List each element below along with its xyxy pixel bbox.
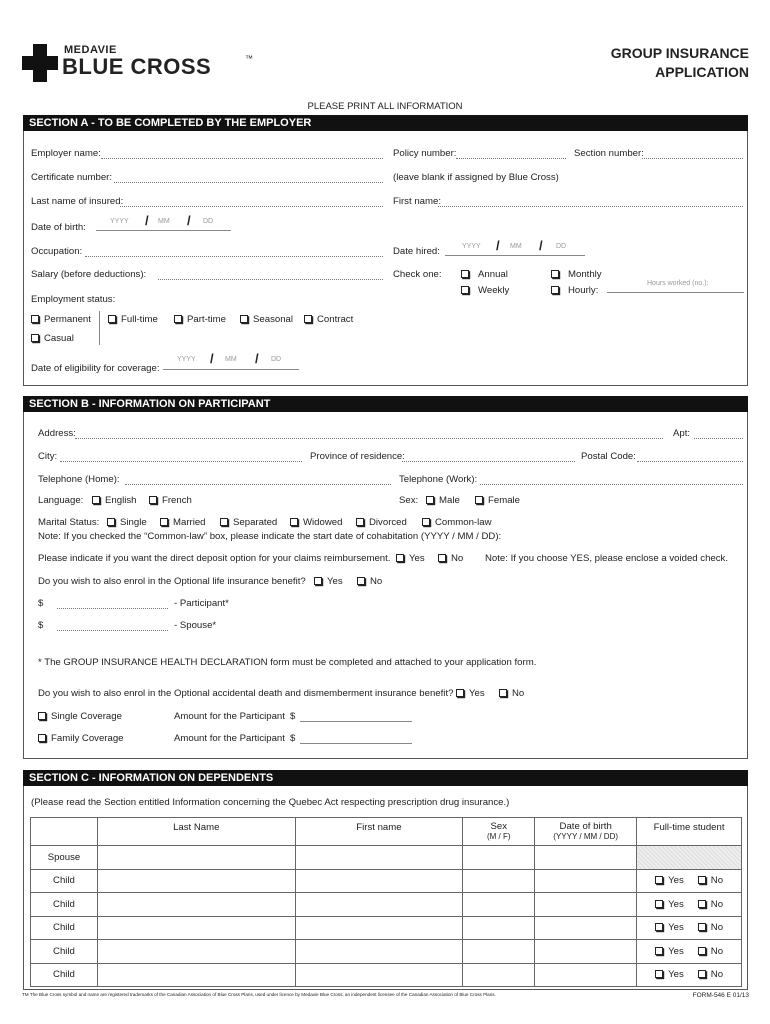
spouse-amount-field[interactable] (57, 630, 168, 631)
col-last-name: Last Name (173, 822, 220, 833)
checkbox-icon (655, 947, 663, 955)
checkbox-icon (31, 315, 39, 323)
life-no-label: No (370, 576, 383, 587)
last-name-cell[interactable] (97, 846, 295, 870)
no-checkbox[interactable] (698, 875, 723, 886)
yes-label: Yes (668, 969, 684, 981)
col-sex: Sex (490, 821, 507, 832)
permanent-label: Permanent (44, 314, 91, 325)
separated-label: Separated (233, 517, 278, 528)
casual-checkbox[interactable] (31, 333, 74, 344)
single-amount-field[interactable] (300, 721, 412, 722)
checkbox-icon (456, 689, 464, 697)
hired-mm: MM (510, 243, 522, 250)
no-label: No (710, 898, 724, 910)
contract-label: Contract (317, 314, 354, 325)
row-label (31, 869, 98, 893)
full-time-checkbox[interactable] (108, 314, 158, 325)
single-amount-dollar: $ (290, 711, 296, 722)
sex-label: Sex: (399, 495, 419, 506)
address-label: Address: (38, 428, 76, 439)
col-dob-sub: (YYYY / MM / DD) (553, 832, 619, 841)
policy-number-field[interactable] (456, 158, 566, 159)
single-coverage-label: Single Coverage (51, 711, 122, 722)
occupation-label: Occupation: (31, 246, 83, 257)
form-title-line2: APPLICATION (655, 64, 749, 80)
checkbox-icon (240, 315, 248, 323)
optional-life-question: Do you wish to also enrol in the Optional life insurance benefit? (38, 576, 306, 587)
voided-check-note: Note: If you choose YES, please enclose a voided check. (485, 553, 729, 564)
first-name-cell[interactable] (295, 893, 463, 917)
tel-home-label: Telephone (Home): (38, 474, 120, 485)
dob-label: Date of birth: (31, 222, 86, 233)
single-amount-label: Amount for the Participant (174, 711, 285, 722)
table-row (31, 963, 742, 987)
participant-dollar: $ (38, 598, 44, 609)
life-yes-label: Yes (327, 576, 343, 587)
seasonal-checkbox[interactable] (240, 314, 293, 325)
form-code: FORM-546 E 01/13 (692, 992, 749, 999)
trademark-mark: ™ (245, 54, 253, 63)
married-label: Married (173, 517, 206, 528)
casual-label: Casual (44, 333, 74, 344)
col-fulltime: Full-time student (653, 822, 725, 833)
checkbox-icon (220, 518, 228, 526)
widowed-checkbox[interactable] (290, 517, 342, 528)
salary-field[interactable] (158, 279, 383, 280)
yes-label: Yes (668, 875, 684, 887)
checkbox-icon (698, 900, 706, 908)
seasonal-label: Seasonal (253, 314, 294, 325)
permanent-checkbox[interactable] (31, 314, 91, 325)
divorced-checkbox[interactable] (356, 517, 407, 528)
sex-cell[interactable] (463, 916, 535, 940)
postal-field[interactable] (637, 461, 743, 462)
checkbox-icon (655, 923, 663, 931)
elig-slash: / (255, 351, 259, 366)
dob-underline (96, 230, 231, 231)
province-field[interactable] (402, 461, 575, 462)
family-amount-label: Amount for the Participant (174, 733, 285, 744)
apt-label: Apt: (673, 428, 691, 439)
row-label-text: Child (53, 922, 75, 934)
employer-name-field[interactable] (101, 158, 383, 159)
no-label: No (710, 969, 724, 981)
city-field[interactable] (60, 461, 302, 462)
checkbox-icon (499, 689, 507, 697)
hours-worked-hint: Hours worked (no.): (647, 280, 709, 287)
leave-blank-note: (leave blank if assigned by Blue Cross) (393, 172, 559, 183)
life-yes-checkbox[interactable] (314, 576, 343, 587)
brand-top: MEDAVIE (64, 44, 117, 56)
no-checkbox[interactable] (698, 969, 723, 980)
health-declaration-note: * The GROUP INSURANCE HEALTH DECLARATION form must be completed and attached to your application form. (38, 657, 537, 668)
dob-cell[interactable] (535, 846, 637, 870)
last-name-cell[interactable] (97, 963, 295, 987)
section-number-label: Section number: (574, 148, 644, 159)
checkbox-icon (655, 900, 663, 908)
hourly-checkbox[interactable] (551, 285, 598, 296)
male-checkbox[interactable] (426, 495, 460, 506)
quebec-note: (Please read the Section entitled Information concerning the Quebec Act respecting prescription drug insurance.) (31, 797, 510, 808)
dob-mm: MM (158, 218, 170, 225)
row-label-text: Spouse (47, 851, 81, 863)
checkbox-icon (551, 286, 559, 294)
occupation-field[interactable] (85, 256, 383, 257)
yes-label: Yes (668, 922, 684, 934)
weekly-label: Weekly (478, 285, 510, 296)
dob-cell[interactable] (535, 963, 637, 987)
family-amount-field[interactable] (300, 743, 412, 744)
employment-status-label: Employment status: (31, 294, 116, 305)
fulltime-cell (637, 916, 742, 940)
checkbox-icon (655, 970, 663, 978)
status-divider (99, 311, 100, 345)
row-label-text: Child (53, 898, 75, 910)
direct-deposit-question: Please indicate if you want the direct deposit option for your claims reimbursement. (38, 553, 391, 564)
last-name-label: Last name of insured: (31, 196, 124, 207)
header-cell-blank (31, 818, 98, 846)
checkbox-icon (160, 518, 168, 526)
first-name-cell[interactable] (295, 963, 463, 987)
address-field[interactable] (75, 438, 663, 439)
trademark-notice: TM The Blue Cross symbol and name are registered trademarks of the Canadian Association of Blue Cross Plans, used under licence by Medavie Blue Cross, an independent licensee of the Canadian Association of Blue Cross Plans. (22, 992, 496, 997)
logo (22, 44, 262, 84)
add-question: Do you wish to also enrol in the Optional accidental death and dismemberment insurance benefit? (38, 688, 454, 699)
checkbox-icon (31, 334, 39, 342)
fulltime-cell-shaded (637, 846, 742, 870)
dob-cell[interactable] (535, 893, 637, 917)
elig-yyyy: YYYY (177, 356, 196, 363)
eligibility-label: Date of eligibility for coverage: (31, 363, 160, 374)
add-yes-checkbox[interactable] (456, 688, 485, 699)
single-coverage-checkbox[interactable] (38, 711, 122, 722)
add-no-checkbox[interactable] (499, 688, 524, 699)
print-notice: PLEASE PRINT ALL INFORMATION (307, 101, 463, 112)
employer-name-label: Employer name: (31, 148, 101, 159)
spouse-dollar: $ (38, 620, 44, 631)
checkbox-icon (426, 496, 434, 504)
header-fulltime (637, 818, 742, 846)
checkbox-icon (108, 315, 116, 323)
header-dob (535, 818, 637, 846)
spouse-label: - Spouse* (174, 620, 217, 631)
sex-cell[interactable] (463, 846, 535, 870)
sex-cell[interactable] (463, 869, 535, 893)
checkbox-icon (396, 554, 404, 562)
table-row (31, 940, 742, 964)
table-row (31, 916, 742, 940)
divorced-label: Divorced (369, 517, 407, 528)
no-label: No (710, 875, 724, 887)
table-row (31, 893, 742, 917)
no-label: No (710, 945, 724, 957)
form-title (611, 44, 749, 82)
checkbox-icon (38, 734, 46, 742)
last-name-cell[interactable] (97, 940, 295, 964)
section-number-field[interactable] (642, 158, 743, 159)
section-b-header: SECTION B - INFORMATION ON PARTICIPANT (23, 396, 748, 412)
family-coverage-checkbox[interactable] (38, 733, 124, 744)
checkbox-icon (551, 270, 559, 278)
separated-checkbox[interactable] (220, 517, 277, 528)
first-name-cell[interactable] (295, 846, 463, 870)
checkbox-icon (92, 496, 100, 504)
fulltime-cell (637, 869, 742, 893)
married-checkbox[interactable] (160, 517, 206, 528)
check-one-label: Check one: (393, 269, 442, 280)
deposit-no-checkbox[interactable] (438, 553, 463, 564)
english-checkbox[interactable] (92, 495, 136, 506)
sex-cell[interactable] (463, 893, 535, 917)
row-label-text: Child (53, 969, 75, 981)
language-label: Language: (38, 495, 84, 506)
checkbox-icon (38, 712, 46, 720)
last-name-cell[interactable] (97, 869, 295, 893)
checkbox-icon (698, 876, 706, 884)
participant-label: - Participant* (174, 598, 229, 609)
add-yes-label: Yes (469, 688, 485, 699)
row-label (31, 846, 98, 870)
fulltime-cell (637, 963, 742, 987)
fulltime-cell (637, 940, 742, 964)
hired-slash: / (496, 238, 500, 253)
hired-yyyy: YYYY (462, 243, 481, 250)
sex-cell[interactable] (463, 940, 535, 964)
male-label: Male (439, 495, 460, 506)
row-label (31, 963, 98, 987)
common-law-checkbox[interactable] (422, 517, 492, 528)
checkbox-icon (438, 554, 446, 562)
salary-label: Salary (before deductions): (31, 269, 147, 280)
checkbox-icon (698, 923, 706, 931)
weekly-checkbox[interactable] (461, 285, 509, 296)
checkbox-icon (475, 496, 483, 504)
checkbox-icon (461, 270, 469, 278)
last-name-field[interactable] (120, 206, 383, 207)
fulltime-cell (637, 893, 742, 917)
first-name-cell[interactable] (295, 916, 463, 940)
yes-checkbox[interactable] (655, 922, 684, 933)
col-first-name: First name (356, 822, 402, 833)
dob-cell[interactable] (535, 869, 637, 893)
header-sex (463, 818, 535, 846)
row-label (31, 940, 98, 964)
header-first-name (295, 818, 463, 846)
form-title-line1: GROUP INSURANCE (610, 45, 749, 61)
elig-dd: DD (271, 356, 282, 363)
annual-label: Annual (478, 269, 508, 280)
yes-checkbox[interactable] (655, 946, 684, 957)
table-row (31, 846, 742, 870)
first-name-label: First name: (393, 196, 441, 207)
yes-checkbox[interactable] (655, 969, 684, 980)
no-checkbox[interactable] (698, 922, 723, 933)
hours-worked-field[interactable] (607, 292, 744, 293)
checkbox-icon (357, 577, 365, 585)
part-time-checkbox[interactable] (174, 314, 226, 325)
row-label (31, 893, 98, 917)
city-label: City: (38, 451, 58, 462)
family-amount-dollar: $ (290, 733, 296, 744)
marital-label: Marital Status: (38, 517, 100, 528)
single-label: Single (120, 517, 147, 528)
female-label: Female (488, 495, 520, 506)
checkbox-icon (356, 518, 364, 526)
no-checkbox[interactable] (698, 899, 723, 910)
participant-amount-field[interactable] (57, 608, 168, 609)
checkbox-icon (655, 876, 663, 884)
checkbox-icon (174, 315, 182, 323)
yes-checkbox[interactable] (655, 875, 684, 886)
french-checkbox[interactable] (149, 495, 192, 506)
dob-slash: / (145, 213, 149, 228)
add-no-label: No (512, 688, 525, 699)
single-checkbox[interactable] (107, 517, 147, 528)
section-c-header: SECTION C - INFORMATION ON DEPENDENTS (23, 770, 748, 786)
yes-checkbox[interactable] (655, 899, 684, 910)
contract-checkbox[interactable] (304, 314, 353, 325)
widowed-label: Widowed (303, 517, 343, 528)
cohabitation-note: Note: If you checked the “Common-law” box, please indicate the start date of cohabitation (YYYY / MM / DD): (38, 531, 502, 542)
checkbox-icon (422, 518, 430, 526)
monthly-label: Monthly (568, 269, 602, 280)
deposit-yes-label: Yes (409, 553, 425, 564)
no-label: No (710, 922, 724, 934)
female-checkbox[interactable] (475, 495, 520, 506)
deposit-no-label: No (451, 553, 464, 564)
dob-yyyy: YYYY (110, 218, 129, 225)
last-name-cell[interactable] (97, 893, 295, 917)
table-row (31, 869, 742, 893)
row-label-text: Child (53, 945, 75, 957)
first-name-cell[interactable] (295, 869, 463, 893)
first-name-cell[interactable] (295, 940, 463, 964)
hired-slash: / (539, 238, 543, 253)
life-no-checkbox[interactable] (357, 576, 382, 587)
date-hired-label: Date hired: (393, 246, 440, 257)
row-label (31, 916, 98, 940)
last-name-cell[interactable] (97, 916, 295, 940)
tel-work-field[interactable] (480, 484, 743, 485)
checkbox-icon (314, 577, 322, 585)
dob-slash: / (187, 213, 191, 228)
sex-cell[interactable] (463, 963, 535, 987)
common-law-label: Common-law (435, 517, 492, 528)
english-label: English (105, 495, 137, 506)
family-coverage-label: Family Coverage (51, 733, 124, 744)
elig-mm: MM (225, 356, 237, 363)
tel-work-label: Telephone (Work): (399, 474, 478, 485)
elig-slash: / (210, 351, 214, 366)
province-label: Province of residence: (310, 451, 405, 462)
dob-dd: DD (203, 218, 214, 225)
brand-main: BLUE CROSS (62, 54, 212, 79)
checkbox-icon (107, 518, 115, 526)
col-sex-sub: (M / F) (486, 832, 511, 841)
full-time-label: Full-time (121, 314, 158, 325)
table-header-row (31, 818, 742, 846)
checkbox-icon (698, 947, 706, 955)
french-label: French (162, 495, 192, 506)
blue-cross-icon (22, 44, 58, 82)
hired-dd: DD (556, 243, 567, 250)
checkbox-icon (290, 518, 298, 526)
part-time-label: Part-time (187, 314, 226, 325)
postal-label: Postal Code: (581, 451, 636, 462)
checkbox-icon (698, 970, 706, 978)
policy-number-label: Policy number: (393, 148, 457, 159)
yes-label: Yes (668, 898, 684, 910)
hourly-label: Hourly: (568, 285, 599, 296)
checkbox-icon (149, 496, 157, 504)
row-label-text: Child (53, 875, 75, 887)
yes-label: Yes (668, 945, 684, 957)
dependents-table (30, 817, 742, 987)
first-name-field[interactable] (438, 206, 743, 207)
hired-underline (445, 255, 585, 256)
section-a-header: SECTION A - TO BE COMPLETED BY THE EMPLOYER (23, 115, 748, 131)
elig-underline (163, 369, 299, 370)
header-last-name (97, 818, 295, 846)
monthly-checkbox[interactable] (551, 269, 602, 280)
apt-field[interactable] (694, 438, 743, 439)
annual-checkbox[interactable] (461, 269, 508, 280)
checkbox-icon (304, 315, 312, 323)
tel-home-field[interactable] (125, 484, 391, 485)
checkbox-icon (461, 286, 469, 294)
no-checkbox[interactable] (698, 946, 723, 957)
certificate-number-label: Certificate number: (31, 172, 113, 183)
dob-cell[interactable] (535, 916, 637, 940)
certificate-number-field[interactable] (114, 182, 383, 183)
deposit-yes-checkbox[interactable] (396, 553, 425, 564)
dob-cell[interactable] (535, 940, 637, 964)
col-dob: Date of birth (559, 821, 612, 832)
